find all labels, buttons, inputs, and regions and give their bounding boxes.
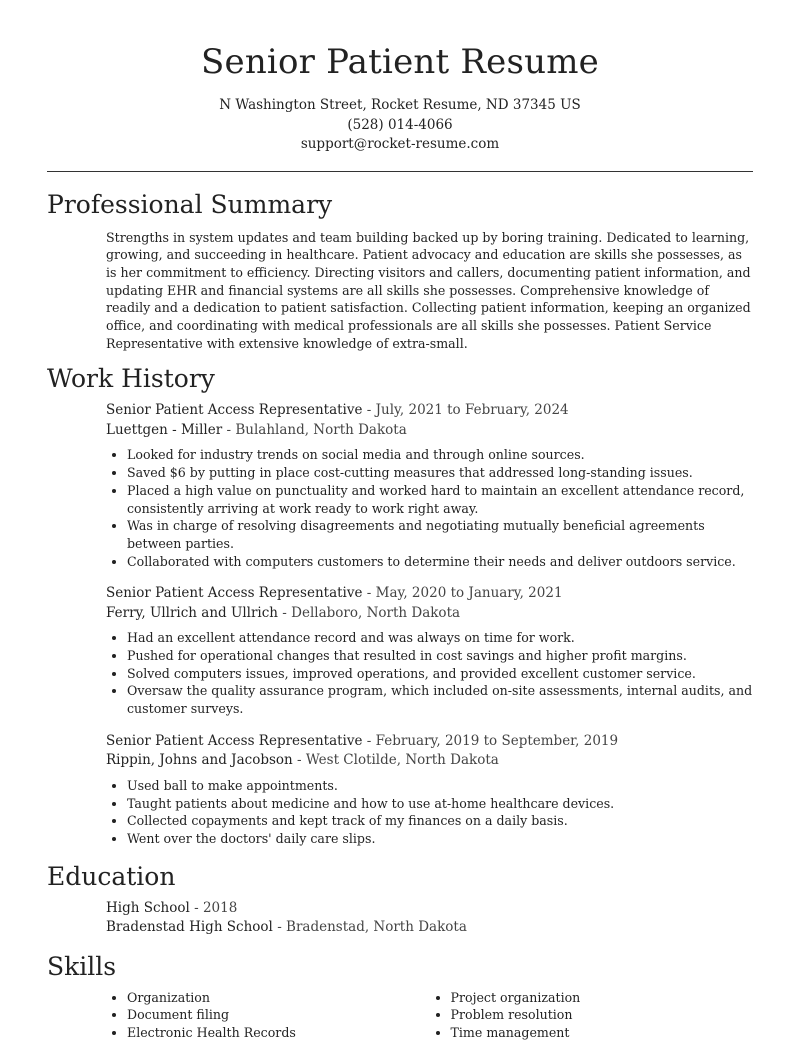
education-year: - 2018: [194, 899, 238, 916]
job-bullets: [106, 777, 753, 848]
skills-section: [0, 952, 800, 1042]
job-role: Senior Patient Access Representative: [106, 732, 363, 749]
job-company: Rippin, Johns and Jacobson: [106, 752, 293, 769]
job-dates: - May, 2020 to January, 2021: [366, 585, 563, 602]
job-title-line: [106, 732, 753, 752]
list-item: • Electronic Health Records: [127, 1024, 430, 1042]
phone: (528) 014-4066: [347, 116, 453, 133]
job-location: - Dellaboro, North Dakota: [282, 604, 461, 621]
job-entry: [106, 401, 753, 570]
list-item: • Used ball to make appointments.: [127, 777, 753, 795]
job-company-line: [106, 421, 753, 441]
list-item: • Placed a high value on punctuality and worked hard to maintain an excellent attendance record, consistently arriving at work ready to work right away.: [127, 482, 753, 517]
education-section: [0, 862, 800, 938]
list-item: • Document filing: [127, 1006, 430, 1024]
summary-section: [0, 190, 800, 353]
education-degree: High School: [106, 899, 190, 916]
job-dates: - July, 2021 to February, 2024: [366, 402, 569, 419]
list-item: • Collaborated with computers customers to determine their needs and deliver outdoors service.: [127, 553, 753, 571]
job-company: Ferry, Ullrich and Ullrich: [106, 604, 278, 621]
list-item: • Oversaw the quality assurance program, which included on-site assessments, internal audits, and customer surveys.: [127, 682, 753, 717]
list-item: • Time management: [451, 1024, 754, 1042]
skills-list-right: [430, 989, 754, 1042]
job-title-line: [106, 584, 753, 604]
list-item: • Taught patients about medicine and how to use at-home healthcare devices.: [127, 795, 753, 813]
job-bullets: [106, 446, 753, 570]
job-location: - West Clotilde, North Dakota: [297, 752, 499, 769]
email: support@rocket-resume.com: [300, 136, 500, 152]
list-item: • Saved $6 by putting in place cost-cutting measures that addressed long-standing issues.: [127, 464, 753, 482]
list-item: • Was in charge of resolving disagreements and negotiating mutually beneficial agreements between parties.: [127, 517, 753, 552]
header-divider: [47, 171, 753, 172]
address: N Washington Street, Rocket Resume, ND 37345 US: [219, 97, 581, 113]
list-item: • Had an excellent attendance record and was always on time for work.: [127, 629, 753, 647]
list-item: • Collected copayments and kept track of my finances on a daily basis.: [127, 812, 753, 830]
job-role: Senior Patient Access Representative: [106, 402, 363, 419]
list-item: • Problem resolution: [451, 1006, 754, 1024]
skills-list-left: [106, 989, 430, 1042]
list-item: • Looked for industry trends on social media and through online sources.: [127, 446, 753, 464]
list-item: • Organization: [127, 989, 430, 1007]
job-company: Luettgen - Miller: [106, 421, 223, 438]
job-title-line: [106, 401, 753, 421]
list-item: • Went over the doctors' daily care slips.: [127, 830, 753, 848]
job-bullets: [106, 629, 753, 718]
job-company-line: [106, 751, 753, 771]
section-title: Skills: [47, 951, 117, 981]
education-school: Bradenstad High School: [106, 919, 273, 936]
education-school-line: [106, 918, 753, 938]
job-location: - Bulahland, North Dakota: [226, 421, 407, 438]
section-title: Education: [47, 861, 176, 891]
education-location: - Bradenstad, North Dakota: [277, 919, 467, 936]
contact-block: [0, 96, 800, 155]
job-entry: [106, 584, 753, 718]
skills-columns: [106, 989, 753, 1042]
education-entry: [106, 899, 753, 938]
list-item: • Pushed for operational changes that resulted in cost savings and higher profit margins.: [127, 647, 753, 665]
summary-text: Strengths in system updates and team building backed up by boring training. Dedicated to learning, growing, and succeeding in healthcare. Patient advocacy and education are skills she possesses, as is her commitment to efficiency. Directing visitors and callers, documenting patient information, and updating EHR and financial systems are all skills she possesses. Comprehensive knowledge of readily and a dedication to patient satisfaction. Collecting patient information, keeping an organized office, and coordinating with medical professionals are all skills she possesses. Patient Service Representative with extensive knowledge of extra-small.: [106, 229, 751, 351]
resume-header: [0, 0, 800, 155]
page-title: Senior Patient Resume: [201, 42, 599, 82]
job-dates: - February, 2019 to September, 2019: [366, 732, 619, 749]
job-company-line: [106, 604, 753, 624]
education-degree-line: [106, 899, 753, 919]
section-title: Professional Summary: [47, 189, 333, 219]
section-title: Work History: [47, 364, 215, 394]
job-role: Senior Patient Access Representative: [106, 585, 363, 602]
work-history-section: [0, 364, 800, 847]
list-item: • Solved computers issues, improved operations, and provided excellent customer service.: [127, 665, 753, 683]
list-item: • Project organization: [451, 989, 754, 1007]
job-entry: [106, 732, 753, 848]
